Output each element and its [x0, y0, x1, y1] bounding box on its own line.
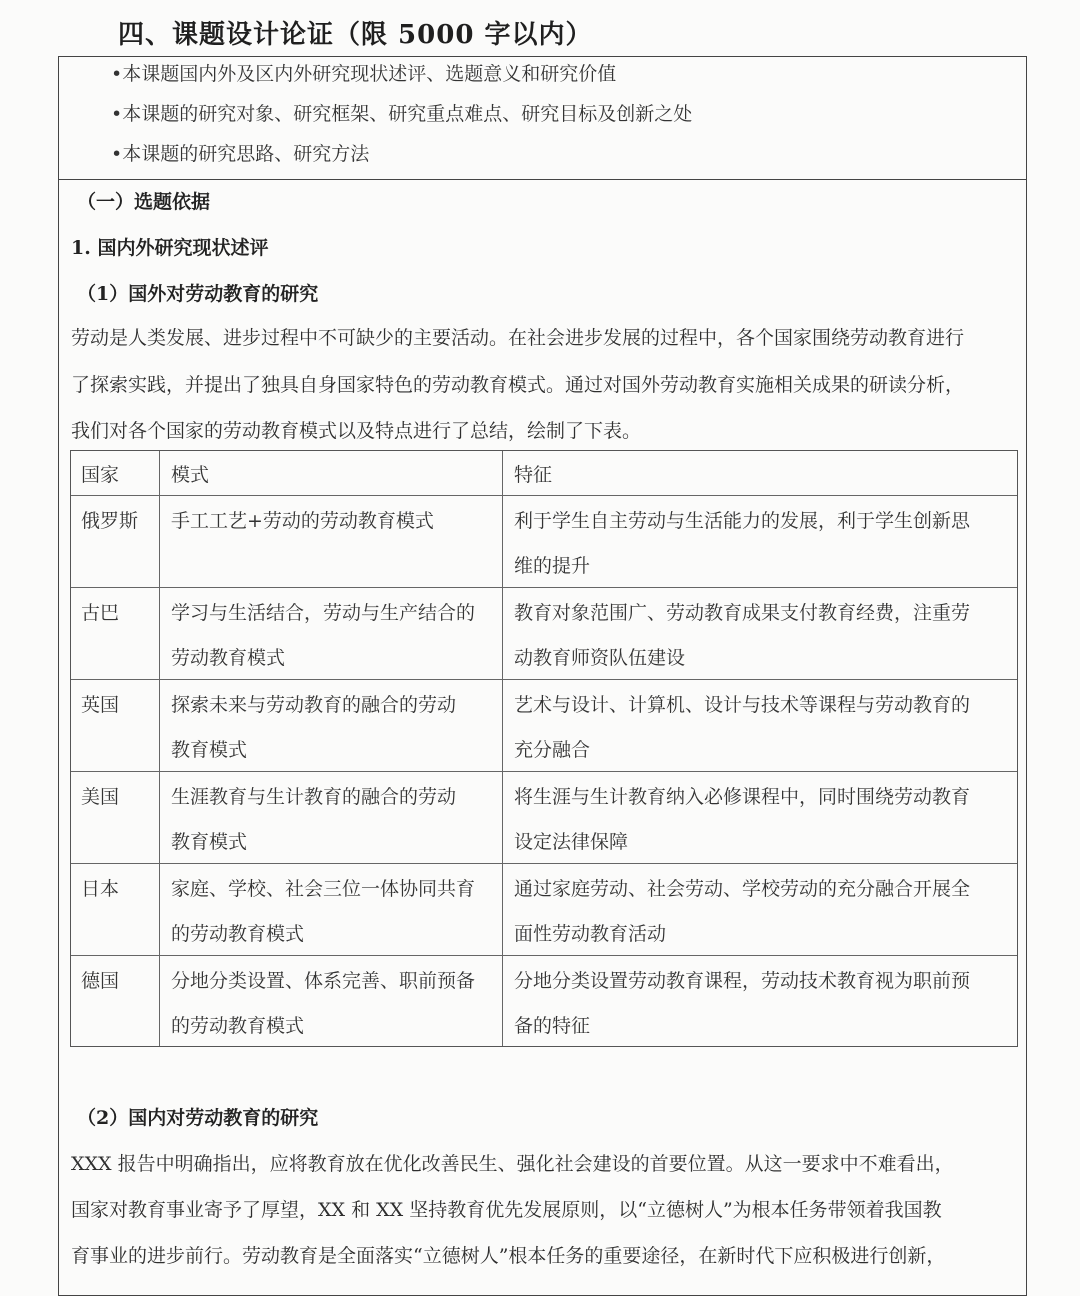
table-row	[71, 495, 1017, 587]
feature-cell: 面性劳动教育活动	[514, 923, 667, 945]
mode-cell: 教育模式	[171, 739, 248, 761]
table-row	[71, 955, 1017, 1046]
guide-line: •本课题国内外及区内外研究现状述评、选题意义和研究价值	[111, 63, 617, 85]
guide-box	[59, 57, 1026, 180]
country-cell: 俄罗斯	[81, 510, 139, 532]
feature-cell: 分地分类设置劳动教育课程，劳动技术教育视为职前预	[514, 970, 971, 992]
form-frame	[58, 56, 1027, 1296]
feature-cell: 教育对象范围广、劳动教育成果支付教育经费，注重劳	[514, 602, 971, 624]
country-cell: 德国	[81, 970, 120, 992]
country-cell: 日本	[81, 878, 120, 900]
feature-cell: 通过家庭劳动、社会劳动、学校劳动的充分融合开展全	[514, 878, 971, 900]
paragraph-line: 我们对各个国家的劳动教育模式以及特点进行了总结，绘制了下表。	[71, 420, 642, 442]
feature-cell: 备的特征	[514, 1015, 591, 1037]
subsection-heading: （1）国外对劳动教育的研究	[77, 283, 319, 305]
subsection-heading: 1. 国内外研究现状述评	[71, 237, 269, 259]
mode-cell: 的劳动教育模式	[171, 923, 305, 945]
guide-line: •本课题的研究思路、研究方法	[111, 143, 370, 165]
mode-cell: 手工工艺+劳动的劳动教育模式	[171, 510, 434, 532]
table-row	[71, 771, 1017, 863]
table-divider	[502, 451, 503, 1046]
paragraph-line: 劳动是人类发展、进步过程中不可缺少的主要活动。在社会进步发展的过程中，各个国家围绕劳动教育进行	[71, 327, 965, 349]
paragraph-line: XXX 报告中明确指出，应将教育放在优化改善民生、强化社会建设的首要位置。从这一要求中不难看出，	[71, 1153, 954, 1175]
paragraph-line: 了探索实践，并提出了独具自身国家特色的劳动教育模式。通过对国外劳动教育实施相关成果的研读分析，	[71, 374, 965, 396]
feature-cell: 维的提升	[514, 555, 591, 577]
comparison-table	[70, 450, 1018, 1047]
table-row	[71, 863, 1017, 955]
mode-cell: 学习与生活结合，劳动与生产结合的	[171, 602, 476, 624]
mode-cell: 劳动教育模式	[171, 647, 286, 669]
country-cell: 英国	[81, 694, 120, 716]
table-row	[71, 679, 1017, 771]
paragraph-line: 育事业的进步前行。劳动教育是全面落实“立德树人”根本任务的重要途径，在新时代下应积极进行创新，	[71, 1245, 946, 1267]
header-cell: 国家	[81, 464, 120, 486]
header-cell: 特征	[514, 464, 553, 486]
mode-cell: 教育模式	[171, 831, 248, 853]
paragraph-line: 国家对教育事业寄予了厚望，XX 和 XX 坚持教育优先发展原则，以“立德树人”为根本任务带领着我国教	[71, 1199, 942, 1221]
country-cell: 美国	[81, 786, 120, 808]
mode-cell: 分地分类设置、体系完善、职前预备	[171, 970, 476, 992]
country-cell: 古巴	[81, 602, 120, 624]
feature-cell: 充分融合	[514, 739, 591, 761]
subsection-heading: （2）国内对劳动教育的研究	[77, 1107, 319, 1129]
table-divider	[159, 451, 160, 1046]
feature-cell: 设定法律保障	[514, 831, 629, 853]
header-cell: 模式	[171, 464, 210, 486]
mode-cell: 家庭、学校、社会三位一体协同共育	[171, 878, 476, 900]
table-header-row	[71, 451, 1017, 495]
mode-cell: 生涯教育与生计教育的融合的劳动	[171, 786, 457, 808]
feature-cell: 将生涯与生计教育纳入必修课程中，同时围绕劳动教育	[514, 786, 971, 808]
mode-cell: 探索未来与劳动教育的融合的劳动	[171, 694, 457, 716]
table-row	[71, 587, 1017, 679]
section-heading: （一）选题依据	[77, 191, 211, 213]
mode-cell: 的劳动教育模式	[171, 1015, 305, 1037]
page-title: 四、课题设计论证（限 5000 字以内）	[118, 20, 593, 50]
feature-cell: 动教育师资队伍建设	[514, 647, 686, 669]
feature-cell: 艺术与设计、计算机、设计与技术等课程与劳动教育的	[514, 694, 971, 716]
guide-line: •本课题的研究对象、研究框架、研究重点难点、研究目标及创新之处	[111, 103, 693, 125]
feature-cell: 利于学生自主劳动与生活能力的发展，利于学生创新思	[514, 510, 971, 532]
